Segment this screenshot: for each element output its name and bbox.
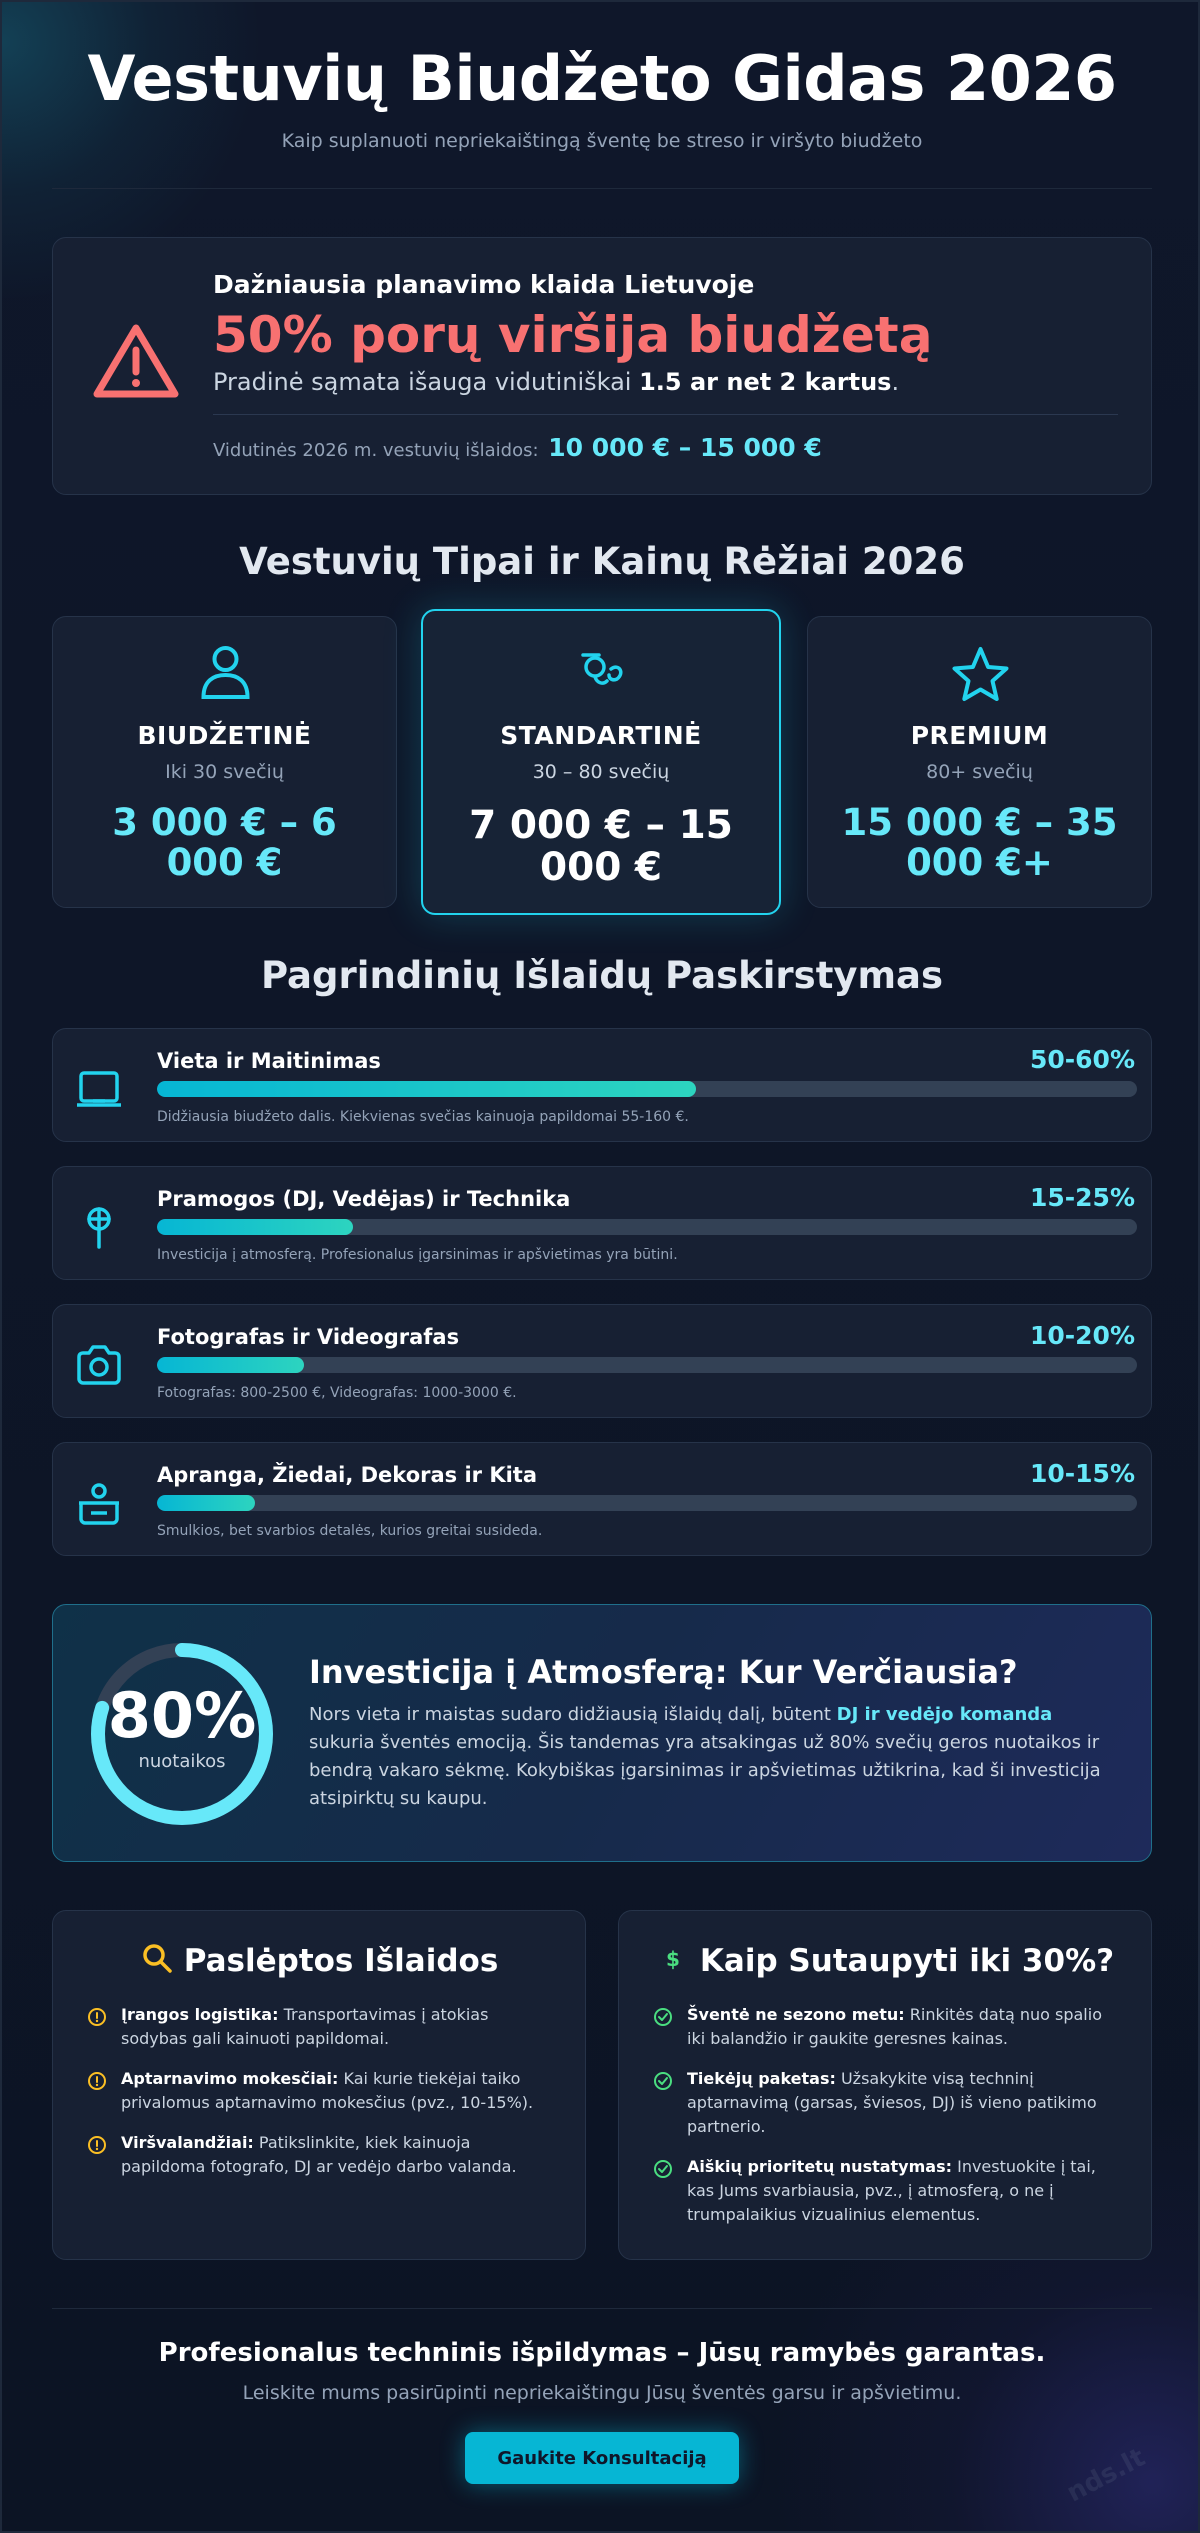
expense-note: Didžiausia biudžeto dalis. Kiekvienas svečias kainuoja papildomai 55-160 €. [157,1109,689,1125]
check-circle-icon [653,2007,673,2027]
svg-text:$: $ [665,1947,680,1971]
expense-note: Investicija į atmosferą. Profesionalus įgarsinimas ir apšvietimas yra būtini. [157,1247,678,1263]
expense-bar [157,1081,1137,1097]
type-name: PREMIUM [910,721,1049,750]
atmosphere-body: Nors vieta ir maistas sudaro didžiausią išlaidų dalį, būtent DJ ir vedėjo komanda sukuria šventės emociją. Šis tandemas yra atsakingas už 80% svečių geros nuotaikos ir bendrą vakaro sėkmę. Kokybiškas įgarsinimas ir apšvietimas užtikrina, kad ši investicija atsipirktų su kaupu. [309,1704,1101,1809]
dollar-icon [656,1941,690,1975]
alert-card [52,237,1152,495]
atmosphere-card [52,1604,1152,1862]
expense-name: Apranga, Žiedai, Dekoras ir Kita [157,1463,537,1487]
check-circle-icon [653,2159,673,2179]
alert-heading: Dažniausia planavimo klaida Lietuvoje [213,270,755,299]
type-name: STANDARTINĖ [500,721,702,750]
expense-percent: 10-20% [1029,1321,1135,1350]
expense-percent: 15-25% [1029,1183,1135,1212]
hidden-cost-item: Įrangos logistika: Transportavimas į atokias sodybas gali kainuoti papildomai. [87,2003,557,2051]
consultation-button[interactable]: Gaukite Konsultaciją [465,2432,739,2484]
atmosphere-highlight: DJ ir vedėjo komanda [836,1704,1053,1725]
expense-note: Fotografas: 800-2500 €, Videografas: 1000-3000 €. [157,1385,517,1401]
type-name: BIUDŽETINĖ [137,721,312,750]
microphone-icon [75,1203,123,1251]
expense-name: Pramogos (DJ, Vedėjas) ir Technika [157,1187,571,1211]
type-guests: 80+ svečių [926,761,1033,783]
warning-triangle-icon [91,322,181,402]
type-price: 3 000 € – 6 000 € [112,801,337,884]
expenses-title: Pagrindinių Išlaidų Paskirstymas [260,954,944,997]
star-icon [808,643,1153,703]
expense-bar-fill [157,1495,255,1511]
type-guests: 30 – 80 svečių [532,761,670,783]
expense-bar [157,1357,1137,1373]
hidden-cost-item: Viršvalandžiai: Patikslinkite, kiek kainuoja papildoma fotografo, DJ ar vedėjo darbo valanda. [87,2131,557,2179]
hidden-costs-heading: Paslėptos Išlaidos [53,1941,585,1979]
footer-subtitle: Leiskite mums pasirūpinti nepriekaištingu Jūsų šventės garsu ir apšvietimu. [242,2382,962,2404]
alert-text: Pradinė sąmata išauga vidutiniškai 1.5 ar net 2 kartus. [213,368,900,396]
alert-average: Vidutinės 2026 m. vestuvių išlaidos: 10 000 € – 15 000 € [213,433,822,462]
type-price: 7 000 € – 15 000 € [469,803,733,890]
search-icon [140,1941,174,1975]
user-icon [53,643,398,703]
camera-icon [75,1341,123,1389]
alert-circle-icon [87,2007,107,2027]
expense-row-venue [52,1028,1152,1142]
expense-row-entertainment [52,1166,1152,1280]
gift-icon [75,1479,123,1527]
expense-row-attire [52,1442,1152,1556]
alert-divider [213,414,1118,415]
header-divider [52,188,1152,189]
hidden-cost-item: Aptarnavimo mokesčiai: Kai kurie tiekėjai taiko privalomus aptarnavimo mokesčius (pvz., 10-15%). [87,2067,557,2115]
expense-percent: 50-60% [1029,1045,1135,1074]
saving-item: Tiekėjų paketas: Užsakykite visą techninį aptarnavimą (garsas, šviesos, DJ) iš vieno patikimo partnerio. [653,2067,1123,2139]
percent-value: 80% [107,1679,257,1752]
saving-item: Šventė ne sezono metu: Rinkitės datą nuo spalio iki balandžio ir gaukite geresnes kainas. [653,2003,1123,2051]
expense-bar [157,1219,1137,1235]
alert-circle-icon [87,2071,107,2091]
atmosphere-title: Investicija į Atmosferą: Kur Verčiausia? [309,1653,1018,1691]
expense-note: Smulkios, bet svarbios detalės, kurios greitai susideda. [157,1523,543,1539]
alert-headline: 50% porų viršija biudžetą [213,306,933,364]
alert-average-value: 10 000 € – 15 000 € [548,433,822,462]
hidden-costs-card [52,1910,586,2260]
expense-percent: 10-15% [1029,1459,1135,1488]
expense-bar-fill [157,1357,304,1373]
expense-row-photo [52,1304,1152,1418]
watermark: nds.lt [1062,2442,1151,2509]
check-circle-icon [653,2071,673,2091]
footer-title: Profesionalus techninis išpildymas – Jūsų ramybės garantas. [158,2338,1046,2368]
alert-text-highlight: 1.5 ar net 2 kartus [639,368,892,396]
savings-card [618,1910,1152,2260]
page-subtitle: Kaip suplanuoti nepriekaištingą šventę be streso ir viršyto biudžeto [281,130,923,152]
type-card-premium [807,616,1152,908]
percent-label: nuotaikos [138,1751,226,1772]
laptop-icon [75,1065,123,1113]
rings-icon [423,637,783,697]
expense-name: Fotografas ir Videografas [157,1325,460,1349]
expense-name: Vieta ir Maitinimas [157,1049,381,1073]
page-title: Vestuvių Biudžeto Gidas 2026 [87,42,1117,115]
saving-item: Aiškių prioritetų nustatymas: Investuokite į tai, kas Jums svarbiausia, pvz., į atmosferą, o ne į trumpalaikius vizualinius elementus. [653,2155,1123,2227]
alert-circle-icon [87,2135,107,2155]
expense-bar-fill [157,1219,353,1235]
type-guests: Iki 30 svečių [165,761,284,783]
type-card-budget [52,616,397,908]
expense-bar [157,1495,1137,1511]
type-price: 15 000 € – 35 000 €+ [841,801,1118,884]
expense-bar-fill [157,1081,696,1097]
type-card-standard [421,609,781,915]
savings-heading: $ Kaip Sutaupyti iki 30%? [619,1941,1151,1979]
types-title: Vestuvių Tipai ir Kainų Rėžiai 2026 [239,540,965,583]
footer-divider [52,2308,1152,2309]
